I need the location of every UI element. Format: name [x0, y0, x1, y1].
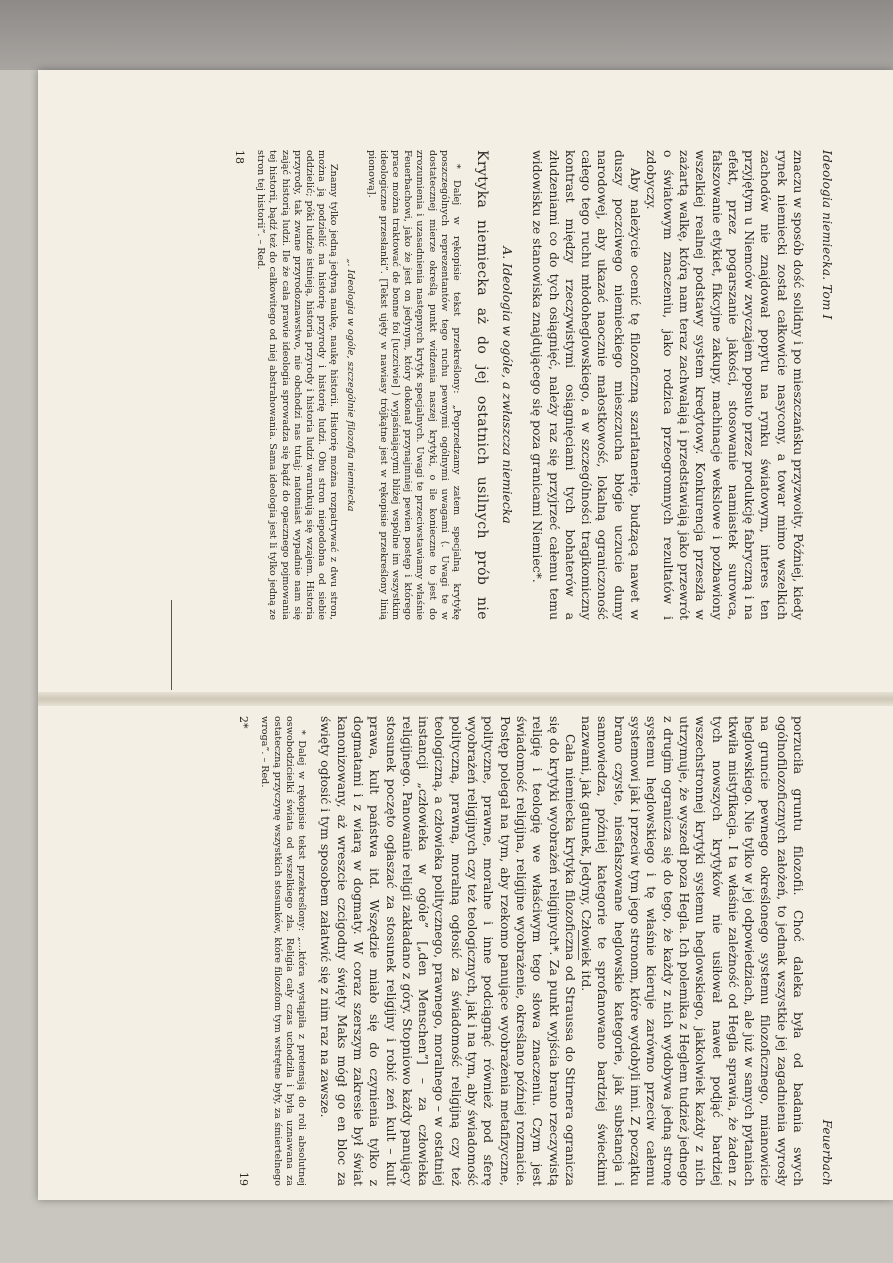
section-heading: A. Ideologia w ogóle, a zwłaszcza niemiecka	[499, 246, 515, 524]
book-spread	[38, 70, 893, 1200]
page-number: 19	[237, 1172, 251, 1186]
running-header	[820, 150, 834, 620]
book-gutter	[38, 692, 893, 706]
running-header	[820, 716, 834, 1186]
section-subheading: Krytyka niemiecka aż do jej ostatnich usilnych prób nie	[473, 150, 490, 620]
body-paragraph: porzuciła gruntu filozofii. Choć daleka była od badania swych ogólnofilozoficznych założeń, to jednak wszystkie jej zagadnienia wyrosły na gruncie pewnego określonego systemu filozoficznego, mianowicie heglowskiego. Nie tylko w jej odpowiedziach, ale już w samych pytaniach tkwiła mistyfikacja. I ta właśnie zależność od Hegla sprawia, że żaden z tych nowszych krytyków nie usiłował nawet podjąć bardziej wszechstronnej krytyki systemu heglowskiego, jakkolwiek każdy z nich utrzymuje, że wyszedł poza Hegla. Ich polemika z Heglem tudzież jednego z drugim ogranicza się do tego, że każdy z nich wydobywa jedną stronę systemu heglowskiego i tę właśnie kieruje zarówno przeciw całemu systemowi jak i przeciw tym jego stronom, które wydobyli inni. Z początku brano czyste, niesfałszowane heglowskie kategorie, jak substancja i samowiedza, później kategorie te sprofanowano bardziej świeckimi nazwami, jak gatunek, Jedyny, Człowiek itd.	[579, 716, 806, 1186]
page-footer	[237, 716, 250, 1186]
body-paragraph: Cała niemiecka krytyka filozoficzna od Straussa do Stirnera ogranicza się do krytyki wyobrażeń religijnych*. Za punkt wyjścia brano rzeczywistą religię i teologię we właściwym tego słowa znaczeniu. Czym jest świadomość religijna, religijne wyobrażenie, określano później rozmaicie. Postęp polegał na tym, aby rzekomo panujące wyobrażenia metafizyczne, polityczne, prawne, moralne i inne podciągnąć również pod sferę wyobrażeń religijnych czy też teologicznych, jak i na tym, aby świadomość polityczną, prawną, moralną ogłosić za świadomość religijną czy też teologiczną, a człowieka politycznego, prawnego, moralnego – w ostatniej instancji „człowieka w ogóle” [„den Menschen”] – za człowieka religijnego. Panowanie religii zakładano z góry. Stopniowo każdy panujący stosunek poczęto ogłaszać za stosunek religijny i robić zeń kult – kult prawa, kult państwa itd. Wszędzie miało się do czynienia tylko z dogmatami i z wiarą w dogmaty. W coraz szerszym zakresie był świat kanonizowany, aż wreszcie czcigodny święty Maks mógł go en bloc za święty ogłosić i tym sposobem załatwić się z nim raz na zawsze.	[318, 716, 578, 1186]
scan-dark-edge	[0, 0, 893, 70]
footnote: Znamy tylko jedną jedyną naukę, naukę historii. Historię można rozpatrywać z dwu stron, można ją podzielić na historię przyrody i historię ludzi. Obu stron niepodobna od siebie oddzielić; póki ludzie istnieją, historia przyrody i historia ludzi warunkują się wzajem. Historia przyrody, tak zwane przyrodoznawstwo, nie obchodzi nas tutaj; natomiast wypadnie nam się zająć historią ludzi. Ile że cała prawie ideologia sprowadza się bądź do opacznego pojmowania tej historii, bądź też do całkowitego od niej abstrahowania. Sama ideologia jest li tylko jedną ze stron tej historii”. – Red.	[255, 150, 340, 620]
header-title: Ideologia niemiecka. Tom I	[820, 150, 834, 320]
footnote: * Dalej w rękopisie tekst przekreślony: „Poprzedzamy zatem specjalną krytykę poszczególnych reprezentantów tego ruchu pewnymi ogólnymi uwagami ⟨. Uwagi te w dostatecznej mierze określą punkt widzenia naszej krytyki, o ile konieczne to jest do zrozumienia i uzasadnienia następnych krytyk specjalnych. Uwagi te przeciwstawiamy właśnie Feuerbachowi, jako że jest on jedynym, który dokonał przynajmniej pewien postęp i którego prace można traktować de bonne foi [uczciwie] ⟩ wyjaśniającymi bliżej wspólne im wszystkim ideologiczne przesłanki”. [Tekst ujęty w nawiasy trójkątne jest w rękopisie przekreślony linią pionową].	[365, 150, 462, 620]
pen-mark	[171, 600, 172, 690]
page-19	[184, 716, 834, 1186]
footnote-title: „. Ideologia w ogóle, szczególnie filozofia niemiecka	[345, 258, 357, 512]
pen-mark	[578, 930, 579, 960]
signature-mark: 2*	[237, 716, 251, 729]
footnote: * Dalej w rękopisie tekst przekreślony: „...która wystąpiła z pretensją do roli absolutnej oswobodzicielki świata od wszelkiego zła. Religia cały czas uchodziła i była uznawana za ostateczną przyczynę wszystkich stosunków, które filozofom tym wstrętne były, za śmiertelnego wroga”. – Red.	[259, 716, 308, 1186]
header-title: Feuerbach	[820, 1119, 834, 1186]
body-paragraph: Aby należycie ocenić tę filozoficzną szarlatanerię, budzącą nawet w duszy poczciwego niemieckiego mieszczucha błogie uczucie dumy narodowej, aby ukazać naocznie małostkowość, lokalną ograniczoność całego tego ruchu młodoheglowskiego, a w szczególności tragikomiczny kontrast między rzeczywistymi osiągnięciami tych bohaterów a złudzeniami co do tych osiągnięć, należy raz się przyjrzeć całemu temu widowisku ze stanowiska znajdującego się poza granicami Niemiec*.	[530, 150, 644, 620]
page-number: 18	[232, 150, 246, 164]
page-18	[184, 150, 834, 620]
body-paragraph: znaczu w sposób dość solidny i po mieszczańsku przyzwoity. Później, kiedy rynek niemiecki został całkowicie nasycony, a towar mimo wszelkich zachodów nie znajdował popytu na rynku światowym, interes ten przyjętym u Niemców zwyczajem popsuto przez produkcję fabryczną i na efekt, przez pogarszanie jakości, stosowanie namiastek surowca, fałszowanie etykiet, fikcyjne zakupy, machinacje wekslowe i pozbawiony wszelkiej realnej podstawy system kredytowy. Konkurencja przeszła w zażartą walkę, którą nam teraz zachwalają i przedstawiają jako przewrót o światowym znaczeniu, jako rodzica przeogromnych rezultatów i zdobyczy.	[644, 150, 806, 620]
